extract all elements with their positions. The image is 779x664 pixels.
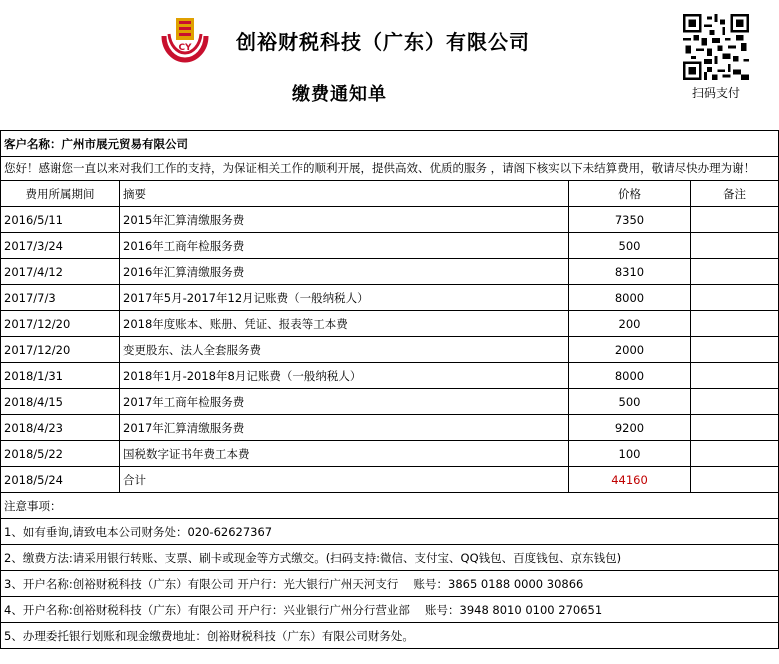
row-period: 2017/4/12 xyxy=(1,259,120,285)
row-price: 200 xyxy=(569,311,691,337)
row-price: 8000 xyxy=(569,285,691,311)
table-row xyxy=(1,337,779,363)
company-name: 创裕财税科技（广东）有限公司 xyxy=(236,30,530,54)
row-remark xyxy=(691,259,779,285)
header-price: 价格 xyxy=(569,181,691,207)
row-summary: 2018年度账本、账册、凭证、报表等工本费 xyxy=(120,311,569,337)
table-row xyxy=(1,233,779,259)
row-summary: 变更股东、法人全套服务费 xyxy=(120,337,569,363)
row-remark xyxy=(691,363,779,389)
row-period: 2017/7/3 xyxy=(1,285,120,311)
row-price: 2000 xyxy=(569,337,691,363)
row-summary: 2017年5月-2017年12月记账费（一般纳税人） xyxy=(120,285,569,311)
table-row xyxy=(1,207,779,233)
row-period: 2018/5/22 xyxy=(1,441,120,467)
table-row xyxy=(1,285,779,311)
row-price: 500 xyxy=(569,389,691,415)
row-period: 2017/3/24 xyxy=(1,233,120,259)
table-row xyxy=(1,311,779,337)
table-row xyxy=(1,363,779,389)
row-remark xyxy=(691,207,779,233)
greeting-text: 您好！感谢您一直以来对我们工作的支持，为保证相关工作的顺利开展，提供高效、优质的服务 ，请阁下核实以下未结算费用，敬请尽快办理为谢！ xyxy=(1,157,779,181)
row-remark xyxy=(691,389,779,415)
document-header xyxy=(0,0,779,129)
row-price: 500 xyxy=(569,233,691,259)
note-item: 3、开户名称:创裕财税科技（广东）有限公司 开户行：光大银行广州天河支行 账号：3865 0188 0000 30866 xyxy=(1,571,779,597)
notes-title: 注意事项： xyxy=(1,493,779,519)
customer-label: 客户名称： xyxy=(4,136,62,151)
total-period: 2018/5/24 xyxy=(1,467,120,493)
row-summary: 2017年汇算清缴服务费 xyxy=(120,415,569,441)
row-summary: 2017年工商年检服务费 xyxy=(120,389,569,415)
company-logo-icon xyxy=(158,14,212,64)
note-item: 5、办理委托银行划账和现金缴费地址：创裕财税科技（广东）有限公司财务处。 xyxy=(1,623,779,649)
total-price: 44160 xyxy=(569,467,691,493)
document-title: 缴费通知单 xyxy=(292,84,387,105)
table-header-row xyxy=(1,181,779,207)
header-remark: 备注 xyxy=(691,181,779,207)
row-period: 2017/12/20 xyxy=(1,337,120,363)
billing-table xyxy=(0,130,779,649)
row-remark xyxy=(691,337,779,363)
row-remark xyxy=(691,441,779,467)
row-summary: 2015年汇算清缴服务费 xyxy=(120,207,569,233)
note-item: 1、如有垂询,请致电本公司财务处：020-62627367 xyxy=(1,519,779,545)
row-summary: 2016年汇算清缴服务费 xyxy=(120,259,569,285)
row-summary: 2018年1月-2018年8月记账费（一般纳税人） xyxy=(120,363,569,389)
row-summary: 2016年工商年检服务费 xyxy=(120,233,569,259)
table-row xyxy=(1,441,779,467)
qr-code-label: 扫码支付 xyxy=(692,86,741,100)
row-remark xyxy=(691,285,779,311)
customer-name: 广州市展元贸易有限公司 xyxy=(61,136,188,151)
row-summary: 国税数字证书年费工本费 xyxy=(120,441,569,467)
note-item: 2、缴费方法:请采用银行转账、支票、刷卡或现金等方式缴交。(扫码支持:微信、支付宝、QQ钱包、百度钱包、京东钱包) xyxy=(1,545,779,571)
row-price: 8310 xyxy=(569,259,691,285)
row-price: 8000 xyxy=(569,363,691,389)
row-price: 7350 xyxy=(569,207,691,233)
total-label: 合计 xyxy=(120,467,569,493)
row-remark xyxy=(691,415,779,441)
row-period: 2018/4/23 xyxy=(1,415,120,441)
row-price: 100 xyxy=(569,441,691,467)
row-period: 2018/4/15 xyxy=(1,389,120,415)
header-period: 费用所属期间 xyxy=(1,181,120,207)
row-price: 9200 xyxy=(569,415,691,441)
payment-qr-code-icon[interactable] xyxy=(683,14,749,80)
customer-row xyxy=(1,131,779,157)
table-row xyxy=(1,389,779,415)
row-period: 2016/5/11 xyxy=(1,207,120,233)
row-period: 2017/12/20 xyxy=(1,311,120,337)
row-remark xyxy=(691,233,779,259)
row-remark xyxy=(691,311,779,337)
table-row xyxy=(1,259,779,285)
total-row xyxy=(1,467,779,493)
header-summary: 摘要 xyxy=(120,181,569,207)
table-row xyxy=(1,415,779,441)
svg-text:CY: CY xyxy=(178,43,192,53)
note-item: 4、开户名称:创裕财税科技（广东）有限公司 开户行：兴业银行广州分行营业部 账号：3948 8010 0100 270651 xyxy=(1,597,779,623)
row-period: 2018/1/31 xyxy=(1,363,120,389)
total-remark xyxy=(691,467,779,493)
